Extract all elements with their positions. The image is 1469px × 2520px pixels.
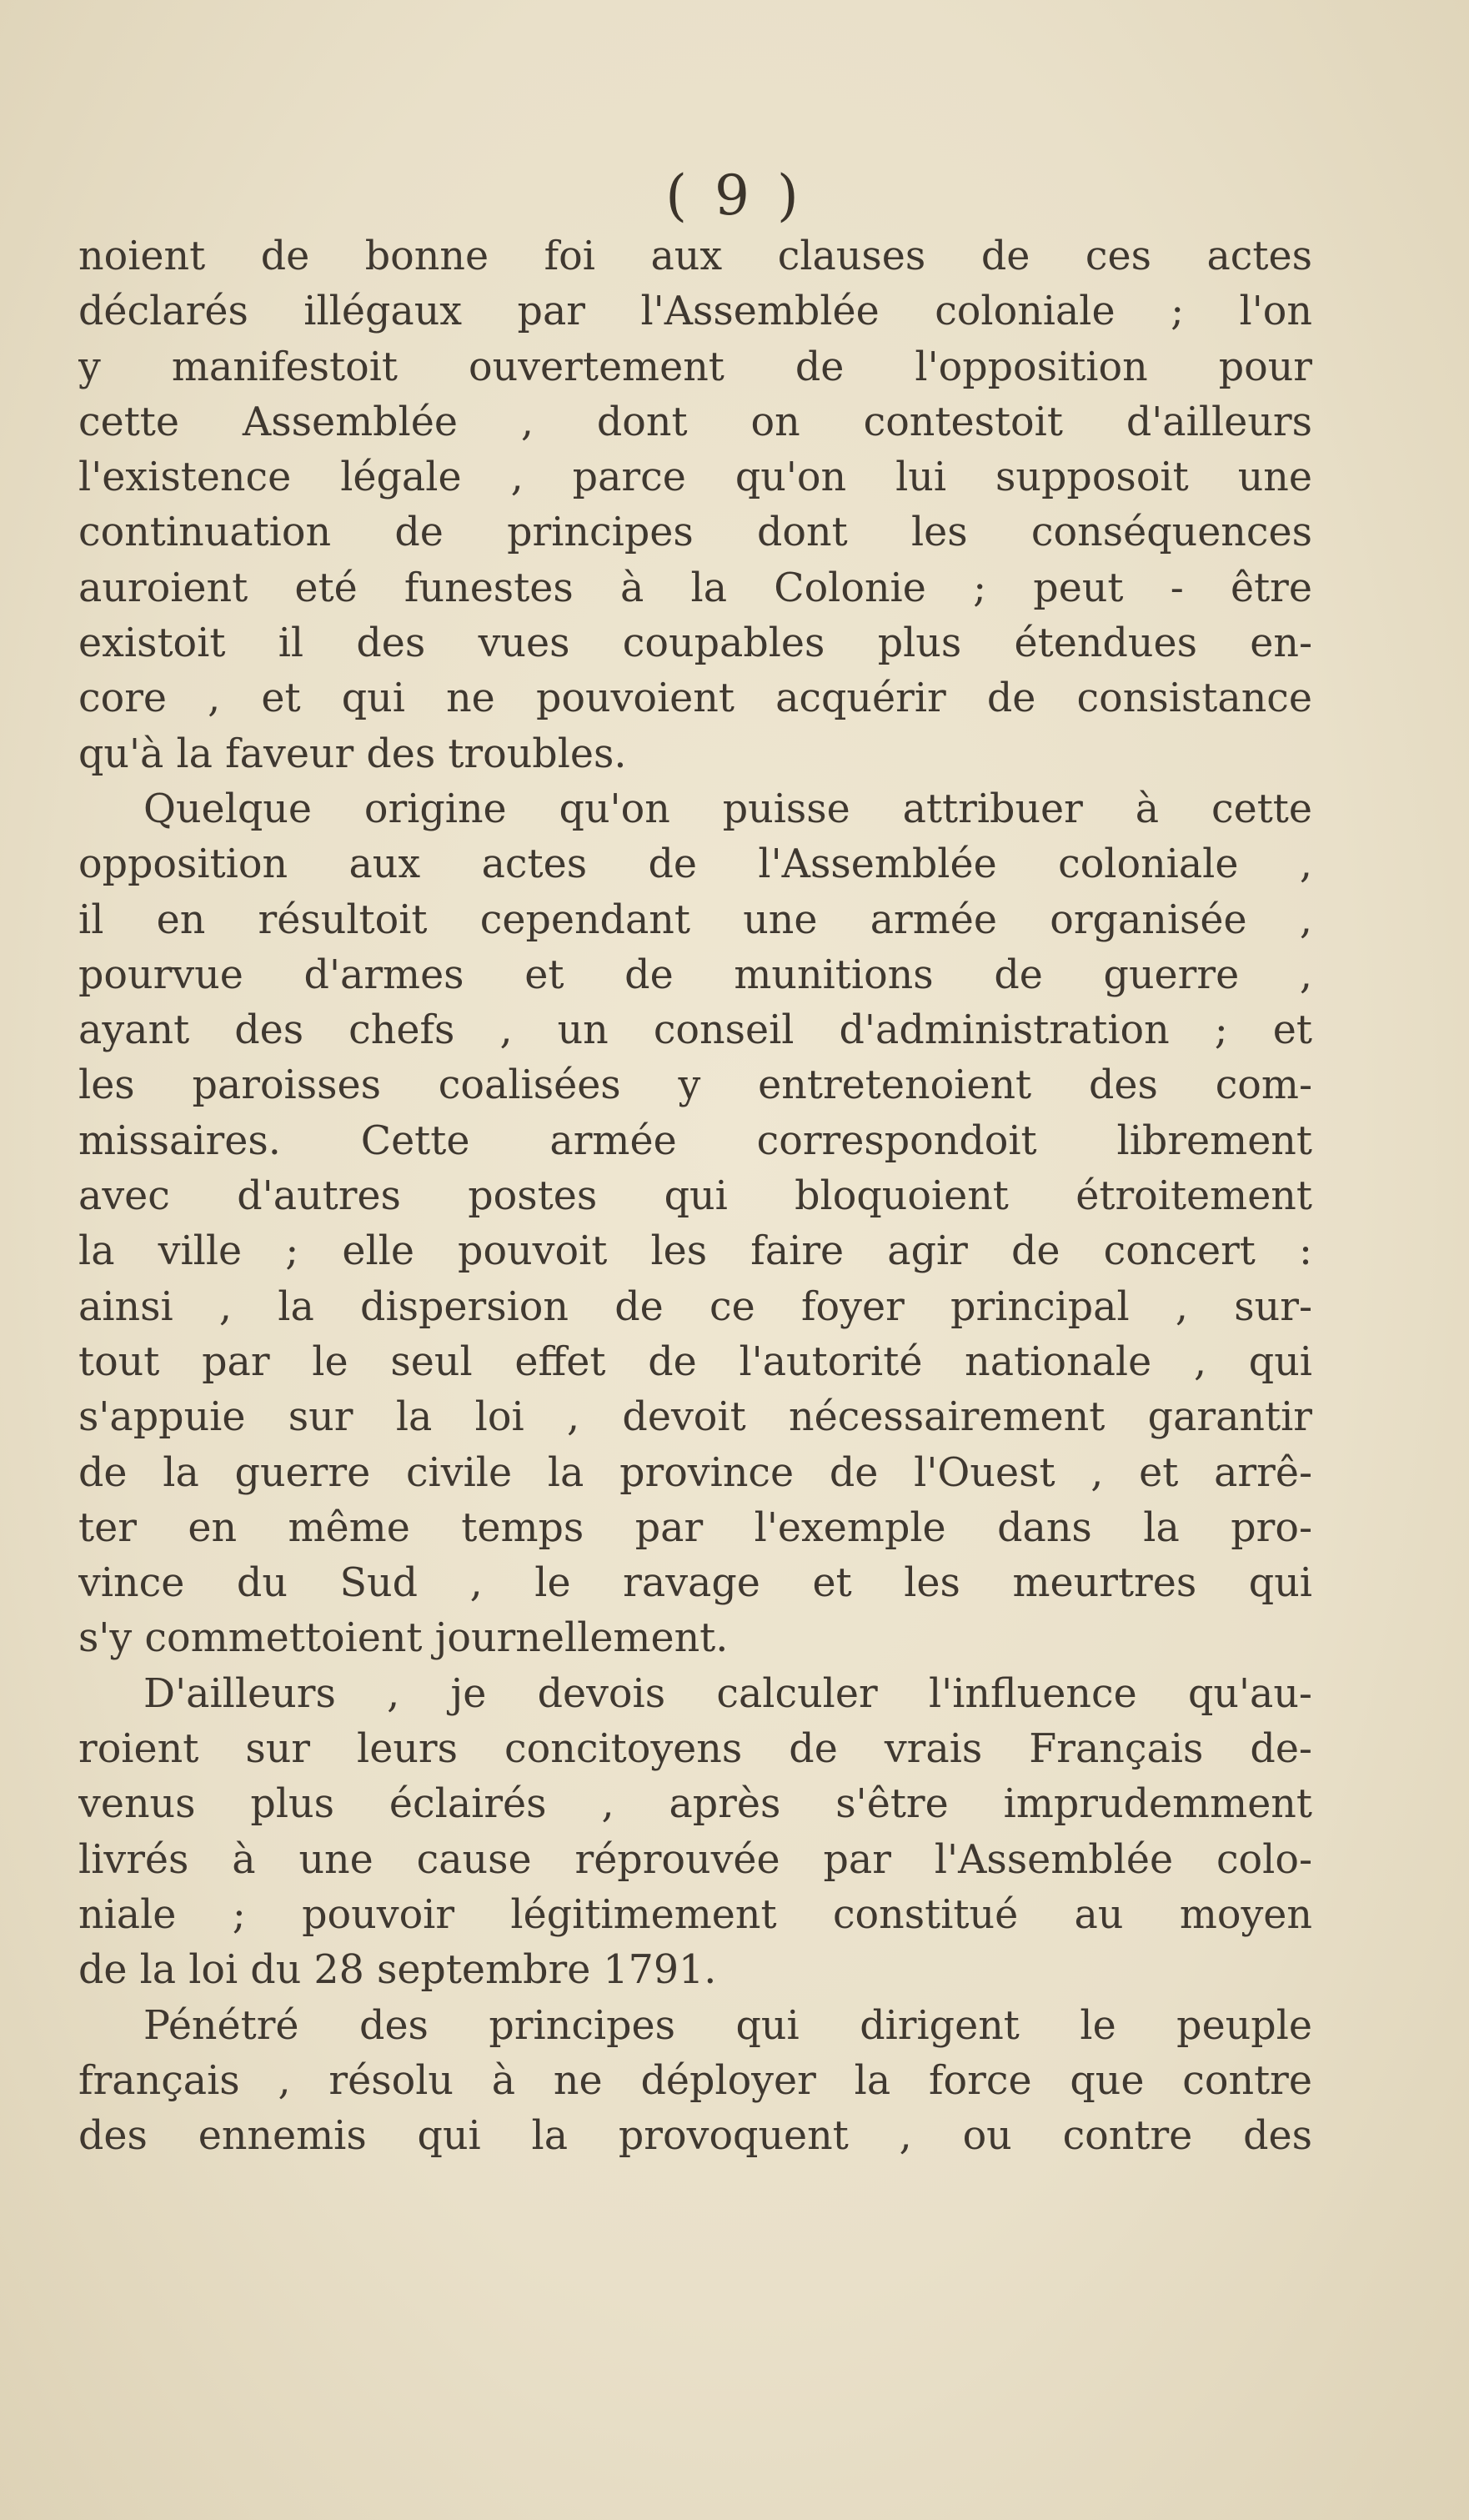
text-line: niale ; pouvoir légitimement constitué au moyen (78, 1891, 1312, 1938)
text-line: tout par le seul effet de l'autorité nationale , qui (78, 1338, 1312, 1385)
text-line: la ville ; elle pouvoit les faire agir de concert : (78, 1228, 1312, 1275)
text-line: ainsi , la dispersion de ce foyer principal , sur- (78, 1283, 1312, 1330)
text-line: déclarés illégaux par l'Assemblée coloniale ; l'on (78, 289, 1312, 335)
text-line: qu'à la faveur des troubles. (78, 730, 627, 777)
paragraph (78, 1999, 1312, 2165)
paragraph (78, 782, 1312, 1667)
text-line: opposition aux actes de l'Assemblée coloniale , (78, 841, 1312, 888)
text-line: missaires. Cette armée correspondoit librement (78, 1117, 1312, 1164)
text-line: cette Assemblée , dont on contestoit d'ailleurs (78, 399, 1312, 445)
text-line: Pénétré des principes qui dirigent le peuple (143, 2002, 1312, 2049)
text-line: il en résultoit cependant une armée organisée , (78, 896, 1312, 943)
text-line: ayant des chefs , un conseil d'administration ; et (78, 1007, 1312, 1054)
text-line: roient sur leurs concitoyens de vrais Français de- (78, 1726, 1312, 1773)
text-line: avec d'autres postes qui bloquoient étroitement (78, 1173, 1312, 1220)
text-line: français , résolu à ne déployer la force que contre (78, 2057, 1312, 2104)
paragraph (78, 229, 1312, 782)
text-line: pourvue d'armes et de munitions de guerre , (78, 951, 1312, 998)
text-line: vince du Sud , le ravage et les meurtres qui (78, 1560, 1312, 1607)
text-line: core , et qui ne pouvoient acquérir de consistance (78, 675, 1312, 722)
text-line: noient de bonne foi aux clauses de ces actes (78, 233, 1312, 279)
text-line: Quelque origine qu'on puisse attribuer à cette (143, 786, 1312, 832)
text-line: venus plus éclairés , après s'être imprudemment (78, 1781, 1312, 1828)
text-line: ter en même temps par l'exemple dans la pro- (78, 1504, 1312, 1551)
body-text (78, 229, 1312, 2164)
text-line: auroient eté funestes à la Colonie ; peut - être (78, 565, 1312, 611)
text-line: les paroisses coalisées y entretenoient des com- (78, 1062, 1312, 1109)
text-line: des ennemis qui la provoquent , ou contre des (78, 2113, 1312, 2160)
text-line: de la guerre civile la province de l'Ouest , et arrê- (78, 1449, 1312, 1496)
text-line: s'y commettoient journellement. (78, 1615, 729, 1662)
text-line: de la loi du 28 septembre 1791. (78, 1947, 717, 1994)
text-line: continuation de principes dont les conséquences (78, 510, 1312, 556)
text-line: livrés à une cause réprouvée par l'Assemblée colo- (78, 1836, 1312, 1883)
text-line: l'existence légale , parce qu'on lui supposoit une (78, 454, 1312, 501)
text-line: y manifestoit ouvertement de l'opposition pour (78, 344, 1312, 390)
text-line: existoit il des vues coupables plus étendues en- (78, 620, 1312, 667)
text-line: D'ailleurs , je devois calculer l'influence qu'au- (143, 1670, 1312, 1717)
text-line: s'appuie sur la loi , devoit nécessairement garantir (78, 1394, 1312, 1441)
paragraph (78, 1667, 1312, 1999)
page-number: ( 9 ) (665, 163, 804, 228)
